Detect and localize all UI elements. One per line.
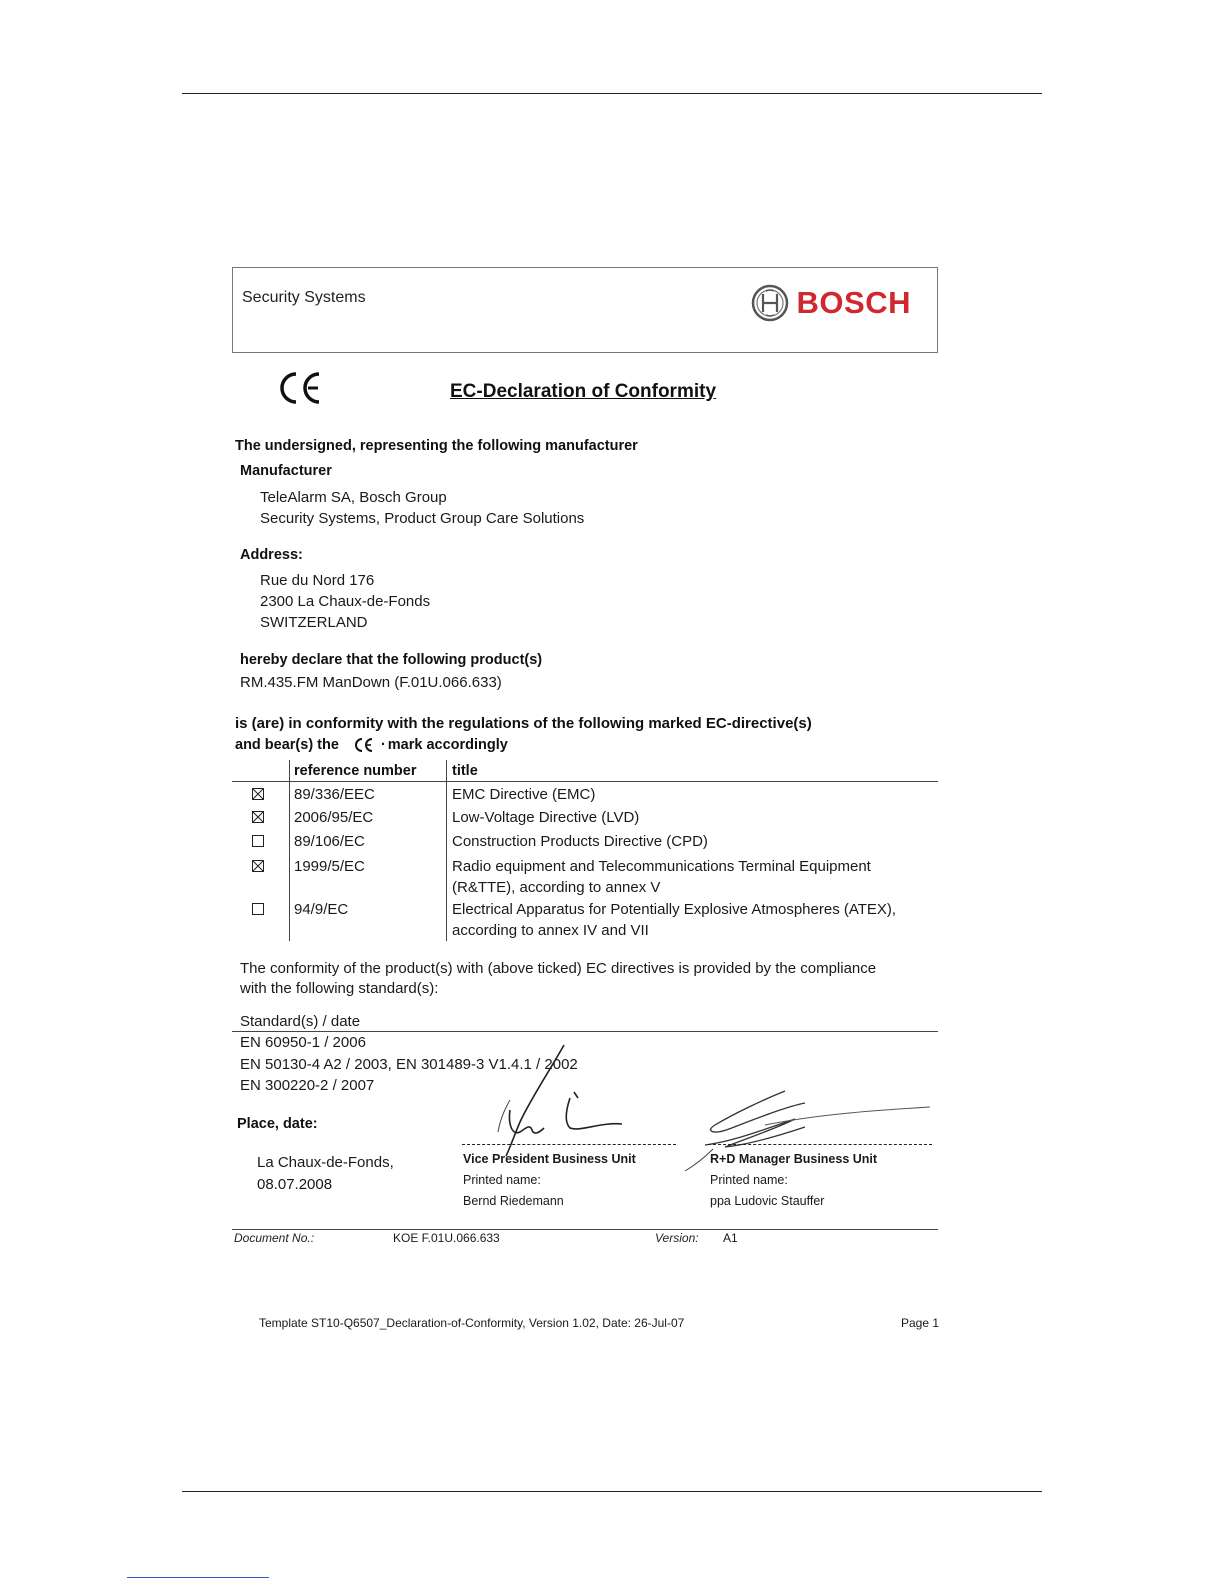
directive-title: Radio equipment and Telecommunications Terminal Equipment: [452, 858, 871, 875]
address-line: Rue du Nord 176: [260, 572, 375, 589]
page-number: Page 1: [901, 1316, 940, 1330]
conformity-line-2-pre: and bear(s) the: [235, 737, 339, 753]
directive-checkbox[interactable]: [252, 835, 264, 847]
col-header-title: title: [452, 763, 478, 779]
col-header-ref: reference number: [294, 763, 417, 779]
signatory-printed-label: Printed name:: [710, 1173, 788, 1187]
signature-line: [462, 1144, 676, 1145]
directive-title: EMC Directive (EMC): [452, 786, 596, 803]
bosch-armature-icon: [751, 284, 789, 322]
place-date: 08.07.2008: [257, 1176, 333, 1193]
directive-ref: 89/336/EEC: [294, 786, 375, 803]
directive-ref: 89/106/EC: [294, 833, 365, 850]
signature-line: [708, 1144, 932, 1145]
directive-title: Construction Products Directive (CPD): [452, 833, 708, 850]
page-title: EC-Declaration of Conformity: [450, 381, 717, 402]
brand-name: BOSCH: [796, 285, 911, 320]
directive-ref: 2006/95/EC: [294, 809, 374, 826]
manufacturer-label: Manufacturer: [240, 463, 332, 479]
ce-mark-icon: [277, 370, 325, 406]
place-city: La Chaux-de-Fonds,: [257, 1154, 394, 1171]
table-divider: [289, 760, 290, 941]
bosch-logo: [751, 284, 911, 322]
conformity-line-1: is (are) in conformity with the regulations of the following marked EC-directive(s): [235, 715, 812, 732]
conformity-line-2-post: mark accordingly: [387, 737, 508, 753]
directive-checkbox[interactable]: [252, 788, 264, 800]
directive-title: Electrical Apparatus for Potentially Explosive Atmospheres (ATEX),: [452, 901, 897, 918]
address-label: Address:: [240, 547, 303, 563]
signatory-name: Bernd Riedemann: [463, 1194, 564, 1208]
directive-checkbox[interactable]: [252, 811, 264, 823]
version-label: Version:: [655, 1231, 699, 1245]
product-value: RM.435.FM ManDown (F.01U.066.633): [240, 674, 502, 691]
signatory-name: ppa Ludovic Stauffer: [710, 1194, 825, 1208]
standards-intro-line: with the following standard(s):: [240, 980, 439, 997]
signature-vice-president: [470, 1040, 640, 1160]
signatory-printed-label: Printed name:: [463, 1173, 541, 1187]
document-number-label: Document No.:: [234, 1231, 315, 1245]
signatory-role: R+D Manager Business Unit: [710, 1152, 878, 1166]
table-divider: [446, 760, 447, 941]
table-header-rule: [232, 781, 938, 782]
standards-label: Standard(s) / date: [240, 1013, 361, 1030]
manufacturer-line: Security Systems, Product Group Care Solutions: [260, 510, 585, 527]
directive-checkbox[interactable]: [252, 903, 264, 915]
standards-intro-line: The conformity of the product(s) with (above ticked) EC directives is provided by the compliance: [240, 960, 877, 977]
directive-checkbox[interactable]: [252, 860, 264, 872]
directive-ref: 94/9/EC: [294, 901, 349, 918]
standard-line: EN 50130-4 A2 / 2003, EN 301489-3 V1.4.1 / 2002: [240, 1056, 578, 1073]
directive-title: Low-Voltage Directive (LVD): [452, 809, 640, 826]
manufacturer-line: TeleAlarm SA, Bosch Group: [260, 489, 447, 506]
standard-line: EN 60950-1 / 2006: [240, 1034, 366, 1051]
intro-text: The undersigned, representing the following manufacturer: [235, 438, 638, 454]
version-value: A1: [723, 1231, 738, 1245]
letterhead-box: [232, 267, 938, 353]
product-label: hereby declare that the following product(s): [240, 652, 543, 668]
address-line: 2300 La Chaux-de-Fonds: [260, 593, 431, 610]
division-label: Security Systems: [242, 289, 366, 306]
footer-link-underline: [127, 1577, 269, 1578]
directive-title-cont: according to annex IV and VII: [452, 922, 649, 939]
signatory-role: Vice President Business Unit: [463, 1152, 636, 1166]
standards-rule: [232, 1031, 938, 1032]
place-date-label: Place, date:: [237, 1116, 318, 1132]
template-info: Template ST10-Q6507_Declaration-of-Conformity, Version 1.02, Date: 26-Jul-07: [259, 1316, 685, 1330]
top-rule: [182, 93, 1042, 94]
document-number-value: KOE F.01U.066.633: [393, 1231, 500, 1245]
bottom-rule: [182, 1491, 1042, 1492]
document-footer-rule: [232, 1229, 938, 1230]
address-line: SWITZERLAND: [260, 614, 368, 631]
standard-line: EN 300220-2 / 2007: [240, 1077, 375, 1094]
directive-ref: 1999/5/EC: [294, 858, 365, 875]
ce-mark-small-icon: [353, 737, 377, 753]
conformity-line-2: and bear(s) the · mark accordingly: [235, 737, 508, 753]
directive-title-cont: (R&TTE), according to annex V: [452, 879, 661, 896]
